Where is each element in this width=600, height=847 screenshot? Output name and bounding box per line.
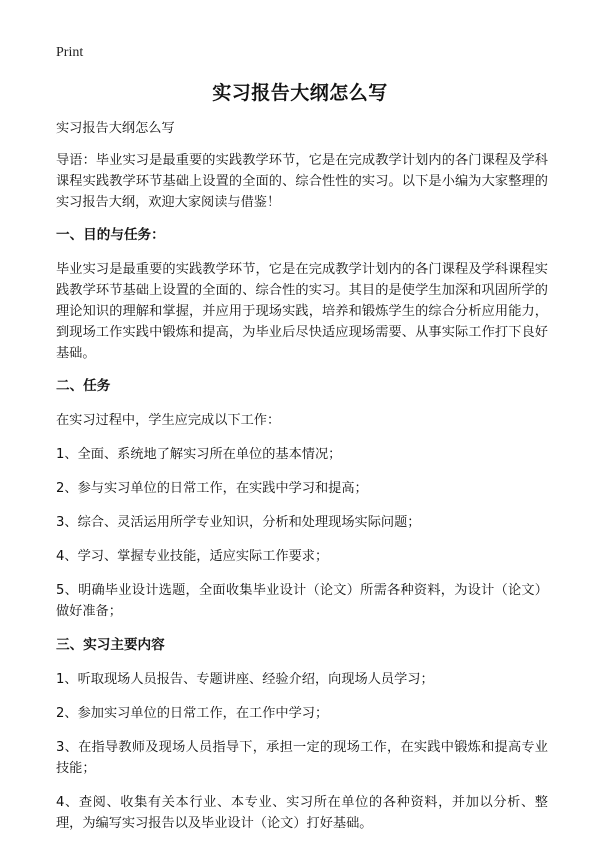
intro-paragraph: 导语：毕业实习是最重要的实践教学环节，它是在完成教学计划内的各门课程及学科课程实践教学环节基础上设置的全面的、综合性性的实习。以下是小编为大家整理的实习报告大纲，欢迎大家阅读与借鉴！ <box>56 153 548 210</box>
document-body <box>56 118 548 847</box>
page-title: 实习报告大纲怎么写 <box>212 82 388 104</box>
section-paragraph: 毕业实习是最重要的实践教学环节，它是在完成教学计划内的各门课程及学科课程实践教学环节基础上设置的全面的、综合性的实习。其目的是使学生加深和巩固所学的理论知识的理解和掌握，并应用于现场实践，培养和锻炼学生的综合分析应用能力，到现场工作实践中锻炼和提高，为毕业后尽快适应现场需要、从事实际工作打下良好基础。 <box>56 262 548 361</box>
document-subtitle: 实习报告大纲怎么写 <box>56 121 175 136</box>
print-link[interactable]: Print <box>56 45 84 60</box>
list-item: 3、在指导教师及现场人员指导下，承担一定的现场工作，在实践中锻炼和提高专业技能； <box>56 740 548 776</box>
section-heading-tasks: 二、任务 <box>56 378 111 394</box>
section-paragraph: 在实习过程中，学生应完成以下工作： <box>56 413 281 428</box>
list-item: 1、听取现场人员报告、专题讲座、经验介绍，向现场人员学习； <box>56 672 434 687</box>
list-item: 4、查阅、收集有关本行业、本专业、实习所在单位的各种资料，并加以分析、整理，为编写实习报告以及毕业设计（论文）打好基础。 <box>56 795 548 831</box>
list-item: 4、学习、掌握专业技能，适应实际工作要求； <box>56 549 329 564</box>
list-item: 2、参加实习单位的日常工作，在工作中学习； <box>56 706 329 721</box>
list-item: 2、参与实习单位的日常工作，在实践中学习和提高； <box>56 481 368 496</box>
list-item: 1、全面、系统地了解实习所在单位的基本情况； <box>56 447 342 462</box>
list-item: 3、综合、灵活运用所学专业知识，分析和处理现场实际问题； <box>56 515 421 530</box>
section-heading-purpose: 一、目的与任务： <box>56 227 165 243</box>
section-heading-content: 三、实习主要内容 <box>56 637 165 653</box>
list-item: 5、明确毕业设计选题，全面收集毕业设计（论文）所需各种资料，为设计（论文）做好准备； <box>56 583 548 619</box>
